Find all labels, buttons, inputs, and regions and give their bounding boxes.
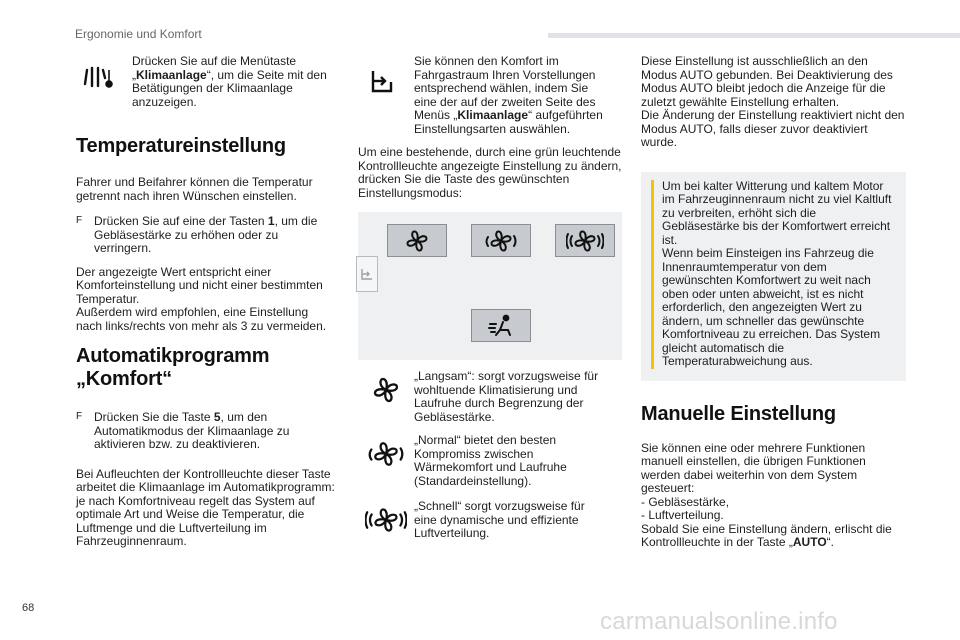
bullet-mark: F: [76, 215, 83, 226]
mode-slow-description: [358, 370, 622, 424]
key-number: 5: [213, 410, 221, 424]
auto-comfort-button[interactable]: [471, 309, 531, 342]
heading-manual: Manuelle Einstellung: [641, 402, 836, 425]
info-box: [641, 172, 906, 381]
manual-paragraph-2: [641, 523, 906, 550]
back-tab[interactable]: [356, 256, 378, 292]
temp-bullet: [76, 215, 336, 256]
keyword-climate: Klimaanlage: [136, 67, 207, 82]
mode-normal-button[interactable]: [471, 224, 531, 257]
bullet-mark: F: [76, 411, 83, 422]
watermark: carmanualsonline.info: [600, 608, 838, 635]
mode-fast-description: [358, 500, 622, 541]
mode-fast-button[interactable]: [555, 224, 615, 257]
fan-normal-icon: [485, 229, 517, 253]
fan-slow-icon: [404, 229, 430, 253]
section-title: Ergonomie und Komfort: [75, 27, 202, 41]
auto-mode-paragraph-2: Die Änderung der Einstellung reaktiviert nicht den Modus AUTO, falls dieser zuvor deaktiviert wurde.: [641, 108, 905, 149]
text-segment: Drücken Sie die Taste: [94, 410, 214, 424]
next-page-icon: [358, 55, 406, 107]
info-box-content: [662, 180, 896, 369]
page-instruction: [358, 55, 622, 136]
temp-paragraph-1: Fahrer und Beifahrer können die Temperatur getrennt nach ihren Wünschen einstellen.: [76, 175, 313, 203]
fan-fast-icon: [566, 229, 604, 253]
text-segment: Sie können den Komfort im Fahrgastraum Ihren Vorstellungen entsprechend wählen, indem Sie eine der auf der zweiten Seite des Menüs „: [414, 54, 596, 122]
text-segment: “, um die Seite mit den Betätigungen der Klimaanlage anzuzeigen.: [132, 67, 327, 109]
text-segment: Drücken Sie auf eine der Tasten: [94, 214, 268, 228]
auto-mode-paragraph-1: Diese Einstellung ist ausschließlich an den Modus AUTO gebunden. Bei Deaktivierung des Modus AUTO bleibt jedoch die Anzeige für die zuletzt gewählte Einstellung erhalten.: [641, 54, 893, 109]
info-bar: [651, 180, 654, 369]
comfort-mode-panel: [358, 212, 622, 360]
manual-list-item: - Luftverteilung.: [641, 508, 724, 522]
temp-paragraph-2: Der angezeigte Wert entspricht einer Komforteinstellung und nicht einer bestimmten Temperatur.: [76, 264, 323, 306]
mode-change-paragraph: Um eine bestehende, durch eine grün leuchtende Kontrollleuchte angezeigte Einstellung zu ändern, drücken Sie die Taste des gewünschten Einstellungsmodus:: [358, 145, 622, 200]
temp-bullet-text: [94, 215, 336, 256]
fan-fast-icon: [358, 500, 414, 534]
page-instruction-text: [414, 55, 614, 136]
manual-list-item: - Gebläsestärke,: [641, 494, 730, 509]
auto-paragraph: Bei Aufleuchten der Kontrollleuchte dieser Taste arbeitet die Klimaanlage im Automatikprogramm: je nach Komfortniveau regelt das System auf optimale Art und Weise die Temperatur, die Luftmenge und die Luftverteilung im Fahrzeuginnenraum.: [76, 466, 335, 548]
text-segment: Sobald Sie eine Einstellung ändern, erlischt die Kontrollleuchte in der Taste „: [641, 521, 892, 549]
column-right: [641, 55, 906, 550]
info-text-2: Wenn beim Einsteigen ins Fahrzeug die Innenraumtemperatur von dem gewünschten Komfortwert zu weit nach oben oder unten abweicht, ist es nicht erforderlich, den angezeigten Wert zu ändern, um schneller das gewünschte Komfortniveau zu erreichen. Das System gleicht automatisch die Temperaturabweichung aus.: [662, 246, 881, 368]
auto-bullet: [76, 411, 336, 452]
temp-paragraph-3: Außerdem wird empfohlen, eine Einstellung nach links/rechts von mehr als 3 zu vermeiden.: [76, 305, 327, 333]
page-number: 68: [22, 602, 35, 614]
section-header: [69, 0, 960, 41]
info-text-1: Um bei kalter Witterung und kaltem Motor im Fahrzeuginnenraum nicht zu viel Kaltluft zu verbreiten, erhöht sich die Gebläsestärke bis der Komfortwert erreicht ist.: [662, 178, 892, 247]
keyword-auto: AUTO: [792, 535, 827, 549]
text-segment: “ aufgeführten Einstellungsarten auswählen.: [414, 108, 603, 136]
seat-airflow-icon: [486, 314, 516, 338]
menu-instruction-text: [132, 55, 336, 109]
heading-temperature: Temperatureinstellung: [76, 135, 286, 157]
mode-slow-text: „Langsam“: sorgt vorzugsweise für wohltuende Klimatisierung und Laufruhe durch Begrenzung der Gebläsestärke.: [414, 369, 599, 424]
text-segment: , um den Automatikmodus der Klimaanlage zu aktivieren bzw. zu deaktivieren.: [94, 410, 290, 451]
auto-bullet-text: [94, 411, 336, 452]
climate-menu-icon: [76, 55, 126, 99]
column-middle: [358, 55, 622, 541]
heading-auto-line2: „Komfort“: [76, 368, 172, 390]
header-bar: [548, 33, 960, 38]
mode-normal-text: „Normal“ bietet den besten Kompromiss zwischen Wärmekomfort und Laufruhe (Standardeinstellung).: [414, 433, 567, 488]
mode-normal-description: [358, 434, 622, 488]
manual-paragraph-1: Sie können eine oder mehrere Funktionen manuell einstellen, die übrigen Funktionen werden dabei weiterhin von dem System gesteuert:: [641, 440, 866, 495]
text-segment: “.: [826, 535, 834, 549]
keyword-climate: Klimaanlage: [457, 108, 529, 122]
key-number: 1: [267, 214, 275, 228]
back-page-icon: [360, 267, 374, 281]
mode-slow-button[interactable]: [387, 224, 447, 257]
text-segment: , um die Gebläsestärke zu erhöhen oder zu verringern.: [94, 214, 318, 255]
text-segment: Drücken Sie auf die Menütaste „: [132, 54, 297, 82]
heading-auto-line1: Automatikprogramm: [76, 345, 270, 367]
menu-instruction: [76, 55, 336, 109]
mode-fast-text: „Schnell“ sorgt vorzugsweise für eine dynamische und effiziente Luftverteilung.: [414, 499, 585, 540]
fan-normal-icon: [358, 434, 414, 468]
column-left: [76, 55, 336, 549]
fan-slow-icon: [358, 370, 414, 404]
